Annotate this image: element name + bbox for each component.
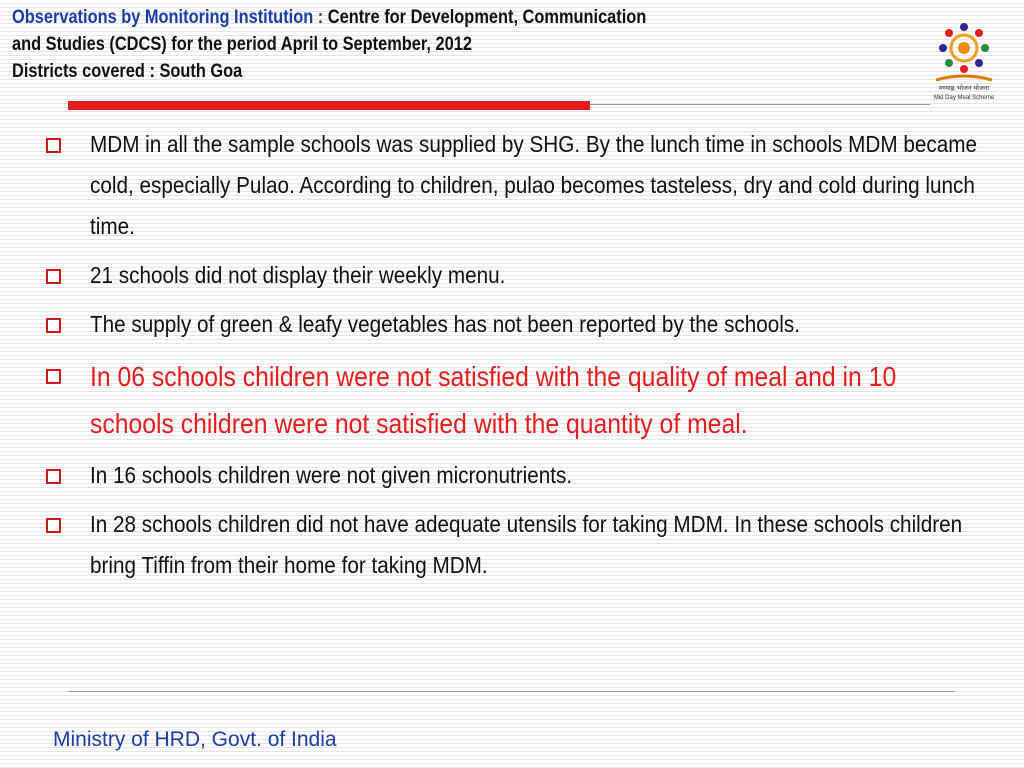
checkbox-bullet-icon: [46, 369, 61, 384]
list-item: [40, 124, 1000, 247]
checkbox-bullet-icon: [46, 518, 61, 533]
bullet-text: 21 schools did not display their weekly menu.: [90, 262, 506, 288]
header-thin-rule: [590, 104, 930, 105]
observations-list: [40, 124, 1000, 594]
bullet-text: In 28 schools children did not have adequate utensils for taking MDM. In these schools children bring Tiffin from their home for taking MDM.: [90, 511, 963, 578]
header-line-2: and Studies (CDCS) for the period April to September, 2012: [12, 33, 472, 55]
header-line-1: [12, 4, 768, 31]
checkbox-bullet-icon: [46, 269, 61, 284]
header-label: Observations by Monitoring Institution :: [12, 6, 328, 28]
bullet-text: MDM in all the sample schools was supplied by SHG. By the lunch time in schools MDM became cold, especially Pulao. According to children, pulao becomes tasteless, dry and cold during lunch time.: [90, 131, 978, 239]
header-accent-rule: [68, 101, 590, 110]
logo-english-text: Mid Day Meal Scheme: [933, 95, 995, 101]
logo-people-ring: [939, 23, 989, 73]
checkbox-bullet-icon: [46, 318, 61, 333]
bullet-text: The supply of green & leafy vegetables has not been reported by the schools.: [90, 311, 801, 337]
list-item: [40, 504, 1000, 586]
bullet-text: In 16 schools children were not given micronutrients.: [90, 462, 573, 488]
bullet-text: In 06 schools children were not satisfied with the quality of meal and in 10 schools children were not satisfied with the quantity of meal.: [90, 361, 897, 439]
highlighted-list-item: [40, 353, 1000, 447]
list-item: [40, 255, 1000, 296]
slide-header: [12, 4, 768, 85]
footer-text: Ministry of HRD, Govt. of India: [53, 728, 337, 751]
header-line-3: Districts covered : South Goa: [12, 60, 243, 82]
logo-book-arc: [936, 76, 992, 80]
mid-day-meal-logo: [926, 14, 1002, 106]
checkbox-bullet-icon: [46, 138, 61, 153]
checkbox-bullet-icon: [46, 469, 61, 484]
logo-hindi-text: मध्याह्न भोजन योजना: [938, 84, 990, 92]
footer-rule: [68, 691, 955, 692]
list-item: [40, 304, 1000, 345]
header-institution: Centre for Development, Communication: [327, 6, 647, 28]
list-item: [40, 455, 1000, 496]
